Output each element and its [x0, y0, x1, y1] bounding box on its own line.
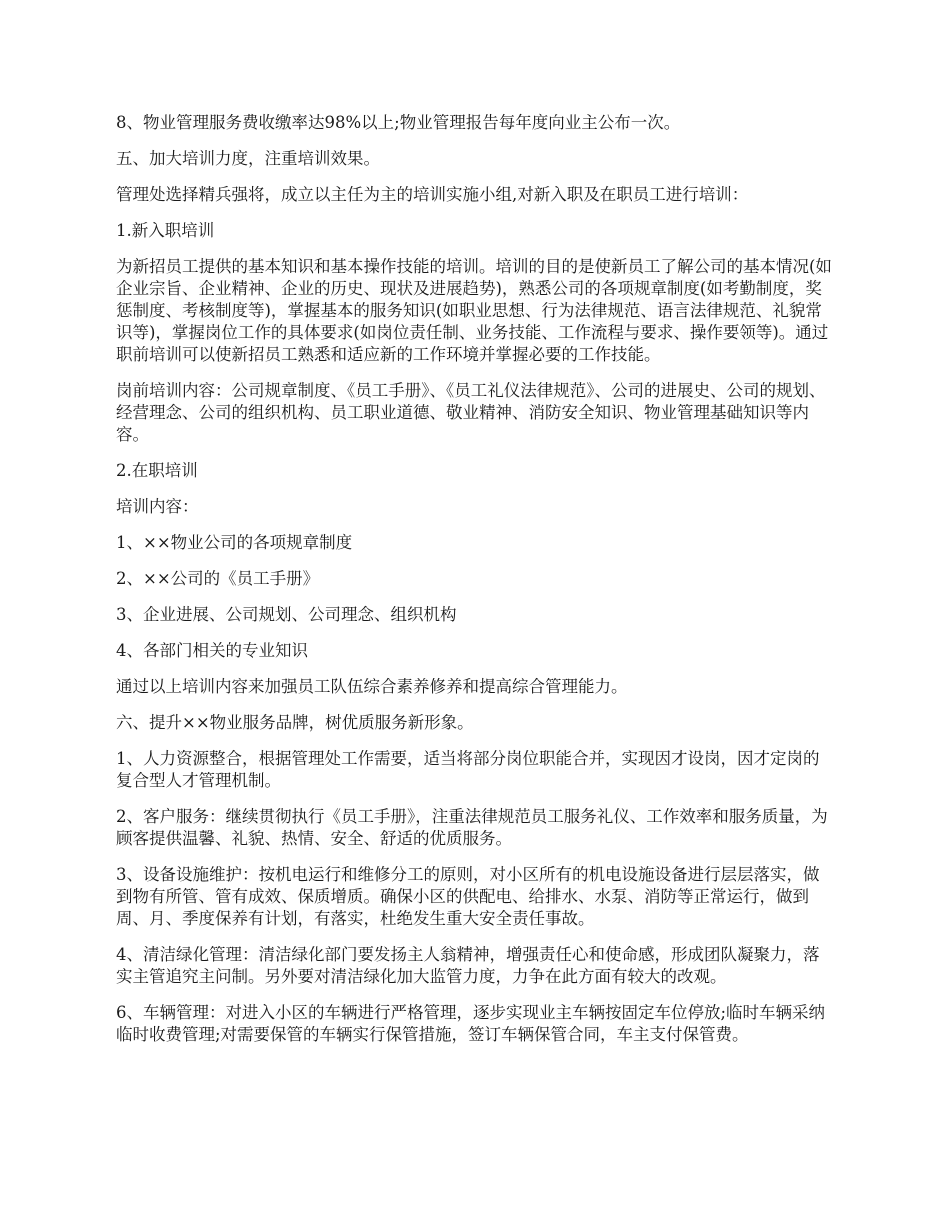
paragraph-training-content-label: 培训内容：: [116, 497, 199, 516]
paragraph-fee-rate: 8、物业管理服务费收缴率达98%以上;物业管理报告每年度向业主公布一次。: [116, 113, 681, 132]
list-item: 1、××物业公司的各项规章制度: [116, 533, 353, 552]
paragraph-vehicle-management: 6、车辆管理：对进入小区的车辆进行严格管理，逐步实现业主车辆按固定车位停放;临时车辆采纳临时收费管理;对需要保管的车辆实行保管措施，签订车辆保管合同，车主支付保管费。: [116, 1003, 826, 1044]
paragraph-customer-service: 2、客户服务：继续贯彻执行《员工手册》，注重法律规范员工服务礼仪、工作效率和服务质量，为顾客提供温馨、礼貌、热情、安全、舒适的优质服务。: [116, 807, 828, 848]
paragraph-pre-job-content: 岗前培训内容：公司规章制度、《员工手册》、《员工礼仪法律规范》、公司的进展史、公司的规划、经营理念、公司的组织机构、员工职业道德、敬业精神、消防安全知识、物业管理基础知识等内容。: [116, 381, 826, 444]
list-item: 2、××公司的《员工手册》: [116, 569, 320, 588]
paragraph-cleaning-greening: 4、清洁绿化管理：清洁绿化部门要发扬主人翁精神，增强责任心和使命感，形成团队凝聚力，落实主管追究主问制。另外要对清洁绿化加大监管力度，力争在此方面有较大的改观。: [116, 945, 820, 986]
paragraph-training-team: 管理处选择精兵强将，成立以主任为主的培训实施小组,对新入职及在职员工进行培训：: [116, 185, 749, 204]
subheading-new-hire-training: 1.新入职培训: [116, 221, 215, 240]
paragraph-new-hire-description: 为新招员工提供的基本知识和基本操作技能的培训。培训的目的是使新员工了解公司的基本情况(如企业宗旨、企业精神、企业的历史、现状及进展趋势)，熟悉公司的各项规章制度(如考勤制度，奖惩制度、考核制度等)，掌握基本的服务知识(如职业思想、行为法律规范、语言法律规范、礼貌常识等)，掌握岗位工作的具体要求(如岗位责任制、业务技能、工作流程与要求、操作要领等)。通过职前培训可以使新招员工熟悉和适应新的工作环境并掌握必要的工作技能。: [116, 257, 832, 364]
subheading-on-job-training: 2.在职培训: [116, 461, 198, 480]
paragraph-equipment-maintenance: 3、设备设施维护：按机电运行和维修分工的原则，对小区所有的机电设施设备进行层层落实，做到物有所管、管有成效、保质增质。确保小区的供配电、给排水、水泵、消防等正常运行，做到周、月、季度保养有计划，有落实，杜绝发生重大安全责任事故。: [116, 865, 820, 928]
section-heading-training: 五、加大培训力度，注重培训效果。: [116, 149, 380, 168]
paragraph-hr-integration: 1、人力资源整合，根据管理处工作需要，适当将部分岗位职能合并，实现因才设岗，因才定岗的复合型人才管理机制。: [116, 749, 820, 790]
paragraph-training-goal: 通过以上培训内容来加强员工队伍综合素养修养和提高综合管理能力。: [116, 677, 628, 696]
section-heading-brand: 六、提升××物业服务品牌，树优质服务新形象。: [116, 713, 474, 732]
list-item: 4、各部门相关的专业知识: [116, 641, 308, 660]
list-item: 3、企业进展、公司规划、公司理念、组织机构: [116, 605, 457, 624]
